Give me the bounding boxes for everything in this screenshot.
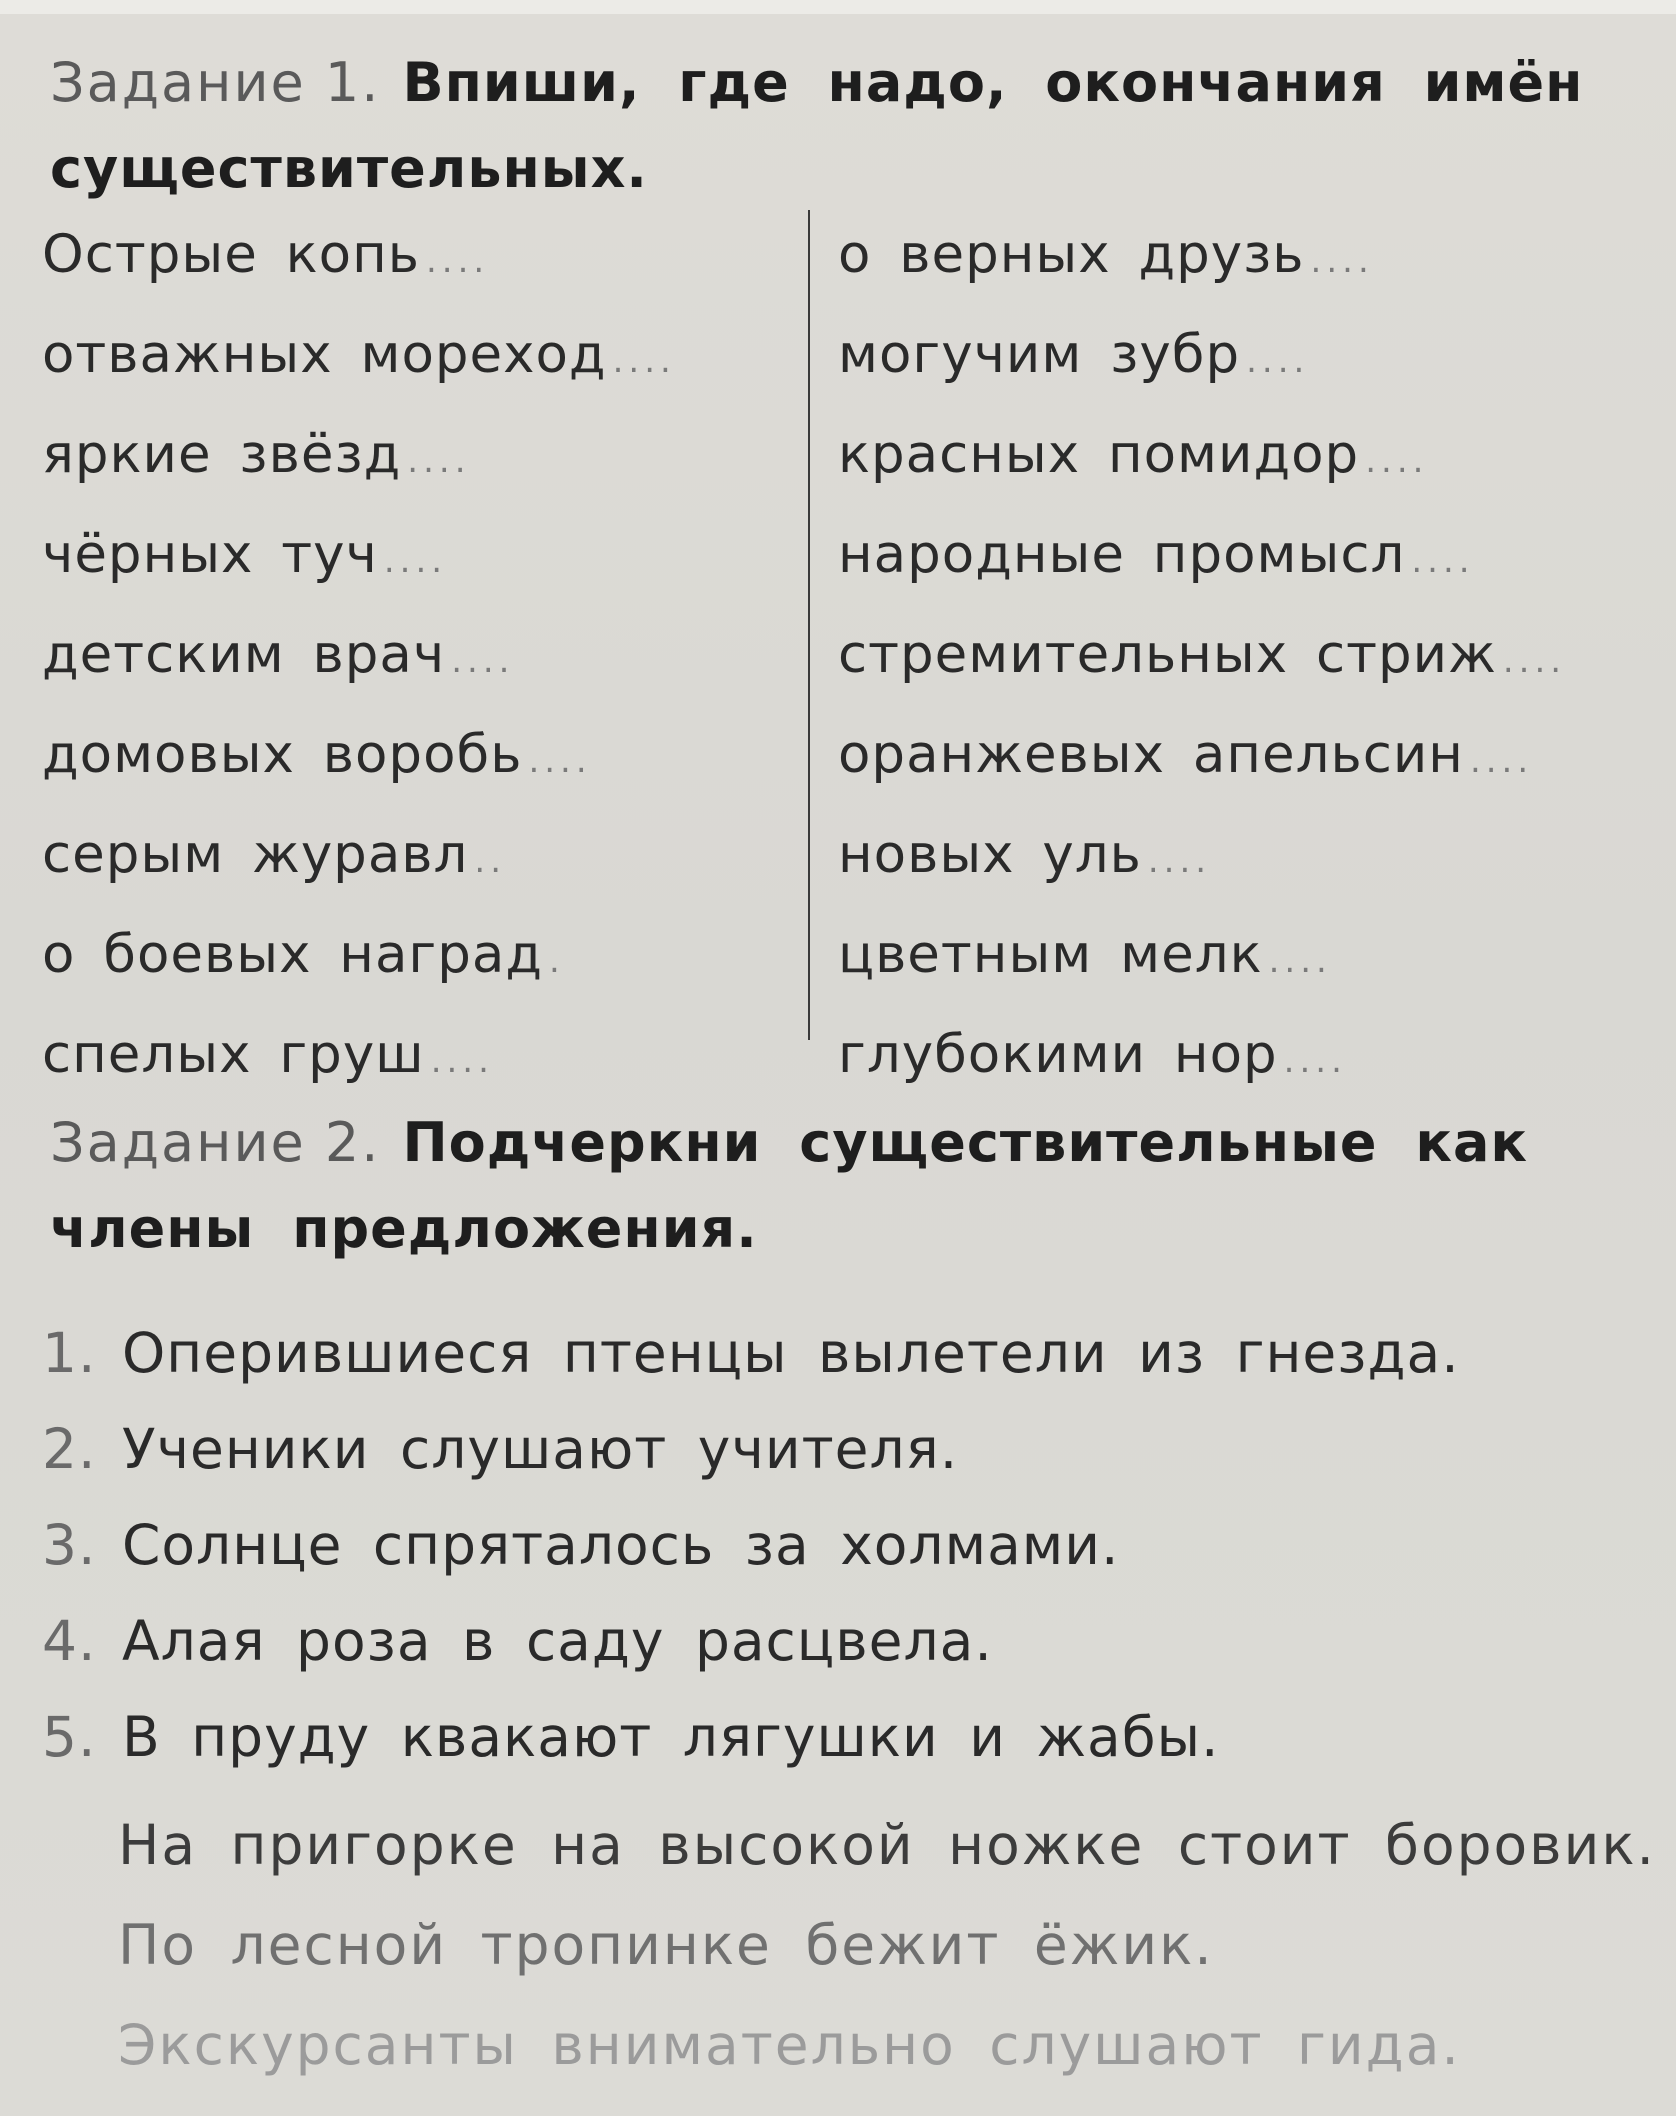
word-text: яркие звёзд [42,424,402,485]
word-text: детским врач [42,624,446,685]
word-dots: .... [1283,1041,1347,1081]
word-item [838,708,1598,808]
word-text: стремительных стриж [838,624,1497,685]
word-item [42,608,802,708]
word-item [42,908,802,1008]
sentence-item [42,1593,1642,1689]
word-dots: .. [474,841,507,881]
word-item [838,908,1598,1008]
extra-sentence: Экскурсанты внимательно слушают гида. [118,2013,1461,2077]
task-2-heading [50,1100,1640,1272]
word-item [838,1008,1598,1108]
word-item [838,508,1598,608]
word-dots: .... [1411,541,1475,581]
sentence-number: 5. [42,1705,97,1769]
sentence-text: Алая роза в саду расцвела. [122,1609,993,1673]
sentence-item [42,1497,1642,1593]
word-dots: .... [383,541,448,581]
word-item [838,208,1598,308]
sentence-number: 2. [42,1417,97,1481]
word-dots: .... [1469,741,1534,781]
task-1-heading [50,40,1640,212]
word-text: чёрных туч [42,524,378,585]
word-text: новых уль [838,824,1142,885]
column-divider [808,210,810,1040]
word-text: могучим зубр [838,324,1241,385]
word-dots: .... [1147,841,1212,881]
sentence-number: 4. [42,1609,97,1673]
page-top-edge [0,0,1676,14]
word-item [42,308,802,408]
sentence-text: В пруду квакают лягушки и жабы. [122,1705,1220,1769]
word-dots: .... [1502,641,1567,681]
word-item [42,1008,802,1108]
word-text: о верных друзь [838,224,1305,285]
word-dots: .... [612,341,676,381]
word-dots: .... [426,241,490,281]
word-item [42,708,802,808]
sentence-list [42,1305,1642,1785]
sentence-item [42,1305,1642,1401]
task-1-title: Впиши, где надо, окончания имён существительных. [50,51,1584,200]
word-text: красных помидор [838,424,1360,485]
word-dots: .... [1268,941,1332,981]
word-text: Острые копь [42,224,420,285]
word-dots: .... [430,1041,494,1081]
sentence-text: Ученики слушают учителя. [122,1417,959,1481]
word-text: спелых груш [42,1024,425,1085]
word-dots: .... [528,741,592,781]
word-item [838,608,1598,708]
word-item [42,208,802,308]
sentence-item [42,1689,1642,1785]
word-column-right [838,208,1598,1108]
sentence-number: 3. [42,1513,97,1577]
word-text: отважных мореход [42,324,607,385]
word-dots: .... [1310,241,1374,281]
word-text: серым журавл [42,824,469,885]
word-item [838,808,1598,908]
word-dots: .... [407,441,471,481]
extra-sentence: На пригорке на высокой ножке стоит боровик. [118,1813,1657,1877]
task-2-title: Подчеркни существительные как члены предложения. [50,1111,1529,1260]
word-text: народные промысл [838,524,1406,585]
word-text: глубокими нор [838,1024,1278,1085]
task-2-label: Задание 2. [50,1111,381,1174]
word-item [42,508,802,608]
extra-sentence: По лесной тропинке бежит ёжик. [118,1913,1214,1977]
word-item [42,408,802,508]
word-dots: .... [1246,341,1310,381]
sentence-item [42,1401,1642,1497]
word-item [838,408,1598,508]
sentence-text: Солнце спряталось за холмами. [122,1513,1120,1577]
word-dots: .... [451,641,515,681]
sentence-number: 1. [42,1321,97,1385]
sentence-text: Оперившиеся птенцы вылетели из гнезда. [122,1321,1460,1385]
word-column-left [42,208,802,1108]
word-text: цветным мелк [838,924,1263,985]
word-text: оранжевых апельсин [838,724,1464,785]
word-item [42,808,802,908]
word-dots: .... [1365,441,1429,481]
word-text: о боевых наград [42,924,544,985]
word-dots: . [549,941,565,981]
word-text: домовых воробь [42,724,523,785]
task-1-label: Задание 1. [50,51,381,114]
word-item [838,308,1598,408]
